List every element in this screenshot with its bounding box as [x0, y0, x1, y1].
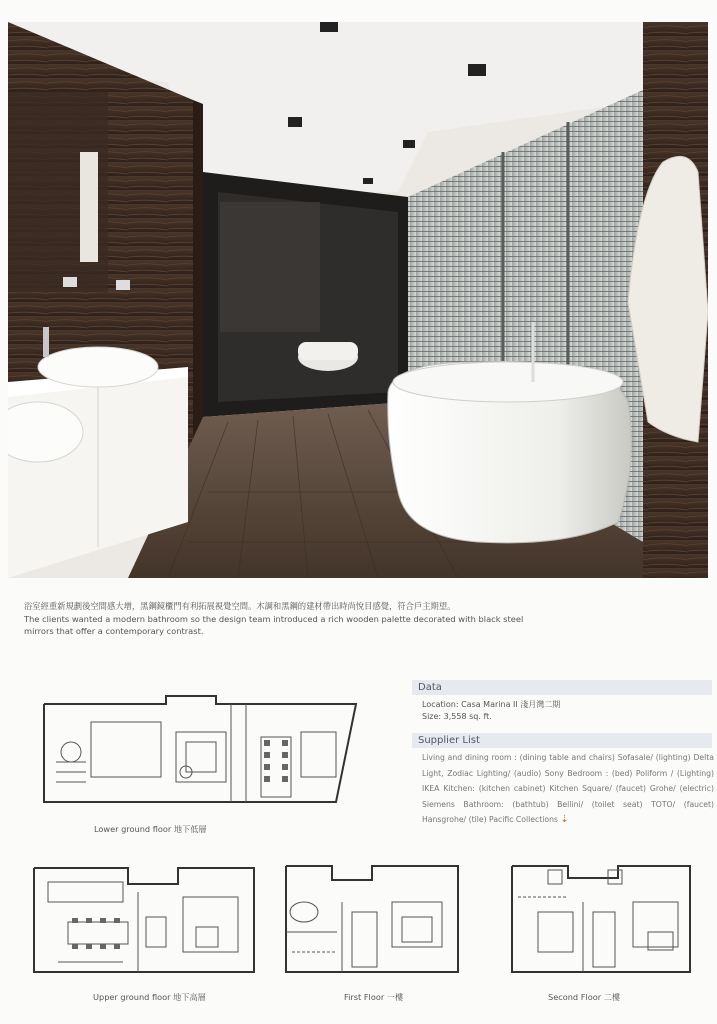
supplier-text: Living and dining room : (dining table and chairs) Sofasale/ (lighting) Delta Light, Zodiac Lighting/ (audio) Sony Bedroom : (bed) Poliform / (Lighting) IKEA Kitchen: (kitchen cabinet) Kitchen Square/ (faucet) Grohe/ (electric) Siemens Bathroom: (bathtub) Bellini/ (toilet seat) TOTO/ (faucet) Hansgrohe/ (tile) Pacific Collections — [422, 753, 714, 824]
lower-ground-floor-label: Lower ground floor 地下低層 — [94, 824, 207, 834]
first-floor-label: First Floor 一樓 — [344, 992, 404, 1002]
upper-ground-floor-label: Upper ground floor 地下高層 — [93, 992, 206, 1002]
caption-english-line-1: The clients wanted a modern bathroom so the design team introduced a rich wooden palette decorated with black steel — [24, 613, 524, 624]
lower-ground-floor-plan — [36, 692, 366, 818]
second-floor-plan — [508, 862, 694, 982]
data-panel — [412, 680, 712, 828]
supplier-heading: Supplier List — [412, 733, 712, 748]
first-floor-plan — [282, 862, 462, 982]
second-floor-drawing — [508, 862, 694, 978]
second-floor-label: Second Floor 二樓 — [548, 992, 621, 1002]
supplier-list — [412, 750, 714, 828]
upper-ground-floor-plan — [28, 862, 260, 982]
data-heading: Data — [412, 680, 712, 695]
bathroom-photo — [8, 22, 708, 578]
upper-ground-floor-drawing — [28, 862, 260, 978]
first-floor-drawing — [282, 862, 462, 978]
location-line: Location: Casa Marina II 淺月灣二期 — [422, 700, 561, 709]
caption-chinese: 浴室經重新規劃後空間感大增，黑鋼鏡櫃門有利拓展視覺空間。木調和黑鋼的建材帶出時尚悅目感覺，符合戶主期望。 — [24, 601, 456, 611]
caption-english-line-2: mirrors that offer a contemporary contrast. — [24, 626, 204, 636]
photo-caption — [24, 600, 544, 638]
lower-ground-floor-drawing — [36, 692, 366, 814]
size-line: Size: 3,558 sq. ft. — [422, 712, 492, 721]
end-mark-icon: ⇣ — [560, 814, 569, 825]
bathroom-illustration — [8, 22, 708, 578]
